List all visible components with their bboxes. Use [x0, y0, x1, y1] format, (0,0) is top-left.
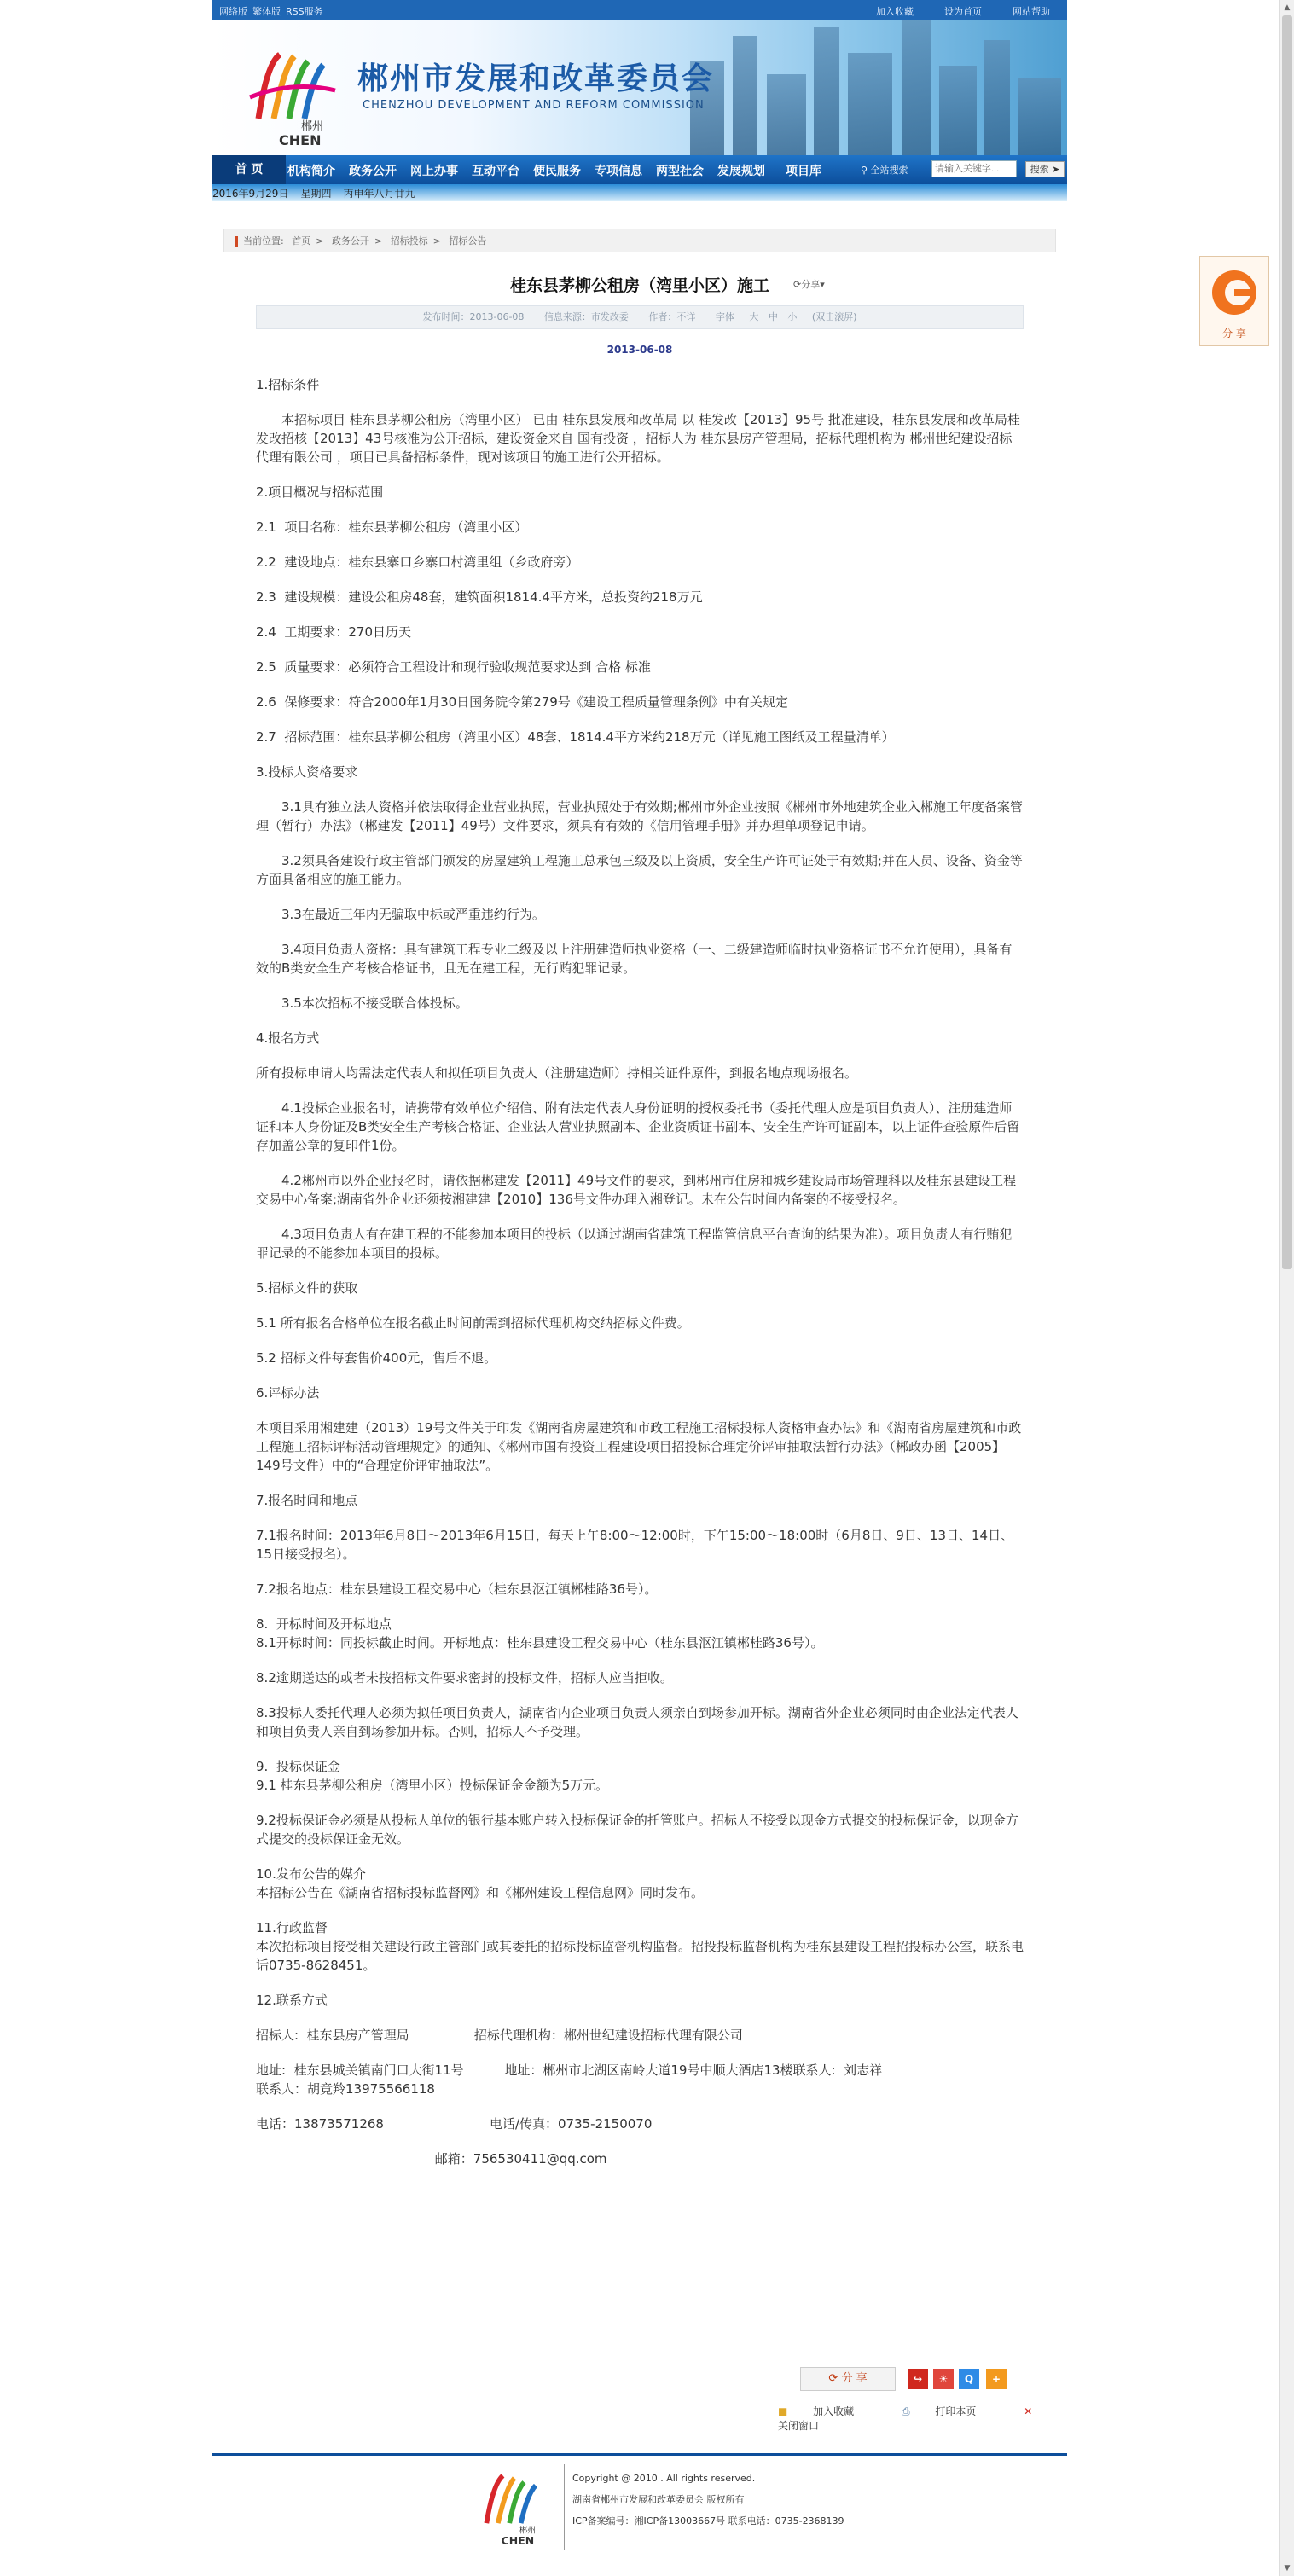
paragraph: 3.1具有独立法人资格并依法取得企业营业执照，营业执照处于有效期;郴州市外企业按照《郴州市外地建筑企业入郴施工年度备案管理（暂行）办法》（郴建发【2011】49号）文件要求，须具有有效的《信用管理手册》并办理单项登记申请。: [256, 799, 1023, 833]
share-icon: ⟳: [828, 2372, 842, 2385]
breadcrumb-marker: [235, 236, 238, 247]
paragraph: 10.发布公告的媒介 本招标公告在《湖南省招标投标监督网》和《郴州建设工程信息网》同时发布。: [256, 1866, 705, 1900]
svg-text:郴州: 郴州: [519, 2526, 536, 2536]
contact-line: 电话：13873571268 电话/传真：0735-2150070: [256, 2116, 653, 2132]
paragraph: 7.2报名地点：桂东县建设工程交易中心（桂东县沤江镇郴桂路36号）。: [256, 1581, 658, 1597]
font-size-label: 字体: [715, 311, 734, 322]
paragraph: 9. 投标保证金 9.1 桂东县茅柳公租房（湾里小区）投标保证金金额为5万元。: [256, 1759, 609, 1793]
paragraph: 5.2 招标文件每套售价400元，售后不退。: [256, 1350, 497, 1366]
paragraph: 3.3在最近三年内无骗取中标或严重违约行为。: [281, 907, 545, 922]
paragraph: 11.行政监督 本次招标项目接受相关建设行政主管部门或其委托的招标投标监督机构监督。招投投标监督机构为桂东县建设工程招投标办公室，联系电话0735-8628451。: [256, 1920, 1024, 1973]
owner-notice: 湖南省郴州市发展和改革委员会 版权所有: [572, 2494, 745, 2505]
breadcrumb: 当前位置: 首页 > 政务公开 > 招标投标 > 招标公告: [223, 229, 1056, 252]
nav-item-planning[interactable]: 发展规划: [717, 165, 765, 178]
font-medium-button[interactable]: 中: [768, 311, 778, 322]
date-bar: [212, 186, 1067, 201]
paragraph: 8. 开标时间及开标地点 8.1开标时间：同投标截止时间。开标地点：桂东县建设工程交易中心（桂东县沤江镇郴桂路36号）。: [256, 1616, 824, 1651]
footer-text: [572, 2468, 844, 2532]
paragraph: 3.4项目负责人资格：具有建筑工程专业二级及以上注册建造师执业资格（一、二级建造师临时执业资格证书不允许使用），具备有效的B类安全生产考核合格证书，且无在建工程，无行贿犯罪记录。: [256, 942, 1013, 976]
add-favorite-link[interactable]: 加入收藏: [876, 6, 914, 17]
paragraph: 2.3 建设规模：建设公租房48套，建筑面积1814.4平方米，总投资约218万元: [256, 589, 703, 605]
breadcrumb-item[interactable]: 政务公开: [331, 235, 369, 247]
paragraph: 4.1投标企业报名时，请携带有效单位介绍信、附有法定代表人身份证明的授权委托书（委托代理人应是项目负责人）、注册建造师证和本人身份证及B类安全生产考核合格证、企业法人营业执照副本、企业资质证书副本、安全生产许可证副本，以上证件查验原件后留存加盖公章的复印件1份。: [256, 1100, 1020, 1153]
nav-item-interaction[interactable]: 互动平台: [472, 165, 519, 178]
nav-item-project-library[interactable]: 项目库: [786, 165, 821, 178]
site-title: 郴州市发展和改革委员会: [357, 61, 715, 96]
svg-text:CHEN: CHEN: [501, 2534, 535, 2546]
paragraph: 2.4 工期要求：270日历天: [256, 624, 412, 640]
scroll-note: (双击滚屏): [811, 311, 857, 322]
paragraph: 所有投标申请人均需法定代表人和拟任项目负责人（注册建造师）持相关证件原件，到报名地点现场报名。: [256, 1065, 858, 1081]
paragraph: 3.2须具备建设行政主管部门颁发的房屋建筑工程施工总承包三级及以上资质，安全生产许可证处于有效期;并在人员、设备、资金等方面具备相应的施工能力。: [256, 853, 1023, 887]
breadcrumb-item[interactable]: 首页: [292, 235, 311, 247]
contact-line: 邮箱：756530411@qq.com: [256, 2151, 607, 2167]
close-window-button[interactable]: ✕ 关闭窗口: [778, 2405, 1033, 2432]
paragraph: 9.2投标保证金必须是从投标人单位的银行基本账户转入投标保证金的托管账户。招标人不接受以现金方式提交的投标保证金，以现金方式提交的投标保证金无效。: [256, 1813, 1018, 1847]
nav-item-convenience[interactable]: 便民服务: [533, 165, 581, 178]
set-homepage-link[interactable]: 设为首页: [944, 6, 982, 17]
paragraph: 4.2郴州市以外企业报名时，请依据郴建发【2011】49号文件的要求，到郴州市住房和城乡建设局市场管理科以及桂东县建设工程交易中心备案;湖南省外企业还须按湘建建【2010】136号文件办理入湘登记。未在公告时间内备案的不接受报名。: [256, 1173, 1017, 1207]
paragraph: 本项目采用湘建建（2013）19号文件关于印发《湖南省房屋建筑和市政工程施工招标投标人资格审查办法》和《湖南省房屋建筑和市政工程施工招标评标活动管理规定》的通知、《郴州市国有投资工程建设项目招投标合理定价评审抽取法暂行办法》（郴政办函【2005】149号文件）中的“合理定价评审抽取法”。: [256, 1420, 1022, 1473]
section-heading: 7.报名时间和地点: [256, 1493, 358, 1508]
breadcrumb-item[interactable]: 招标投标: [390, 235, 428, 247]
share-mini-button[interactable]: ⟳分享▾: [793, 279, 825, 290]
scroll-down-arrow-icon[interactable]: ▼: [1284, 2564, 1291, 2573]
top-utility-bar: [212, 0, 1067, 20]
add-favorite-button[interactable]: ■ 加入收藏: [778, 2405, 855, 2417]
search-input[interactable]: [931, 160, 1017, 177]
footer-divider: [564, 2464, 565, 2550]
nav-item-about[interactable]: 机构简介: [287, 165, 335, 178]
paragraph: 本招标项目 桂东县茅柳公租房（湾里小区） 已由 桂东县发展和改革局 以 桂发改【2013】95号 批准建设，桂东县发展和改革局桂发改招核【2013】43号核准为公开招标，建设资金来自 国有投资 ，招标人为 桂东县房产管理局，招标代理机构为 郴州世纪建设招标代理有限公司 ，项目已具备招标条件，现对该项目的施工进行公开招标。: [256, 412, 1020, 465]
author: 作者：不详: [648, 311, 696, 322]
contact-line: 招标人: 桂东县房产管理局 招标代理机构：郴州世纪建设招标代理有限公司: [256, 2028, 743, 2043]
current-weekday: 星期四: [300, 188, 332, 200]
topbar-link[interactable]: 繁体版: [252, 6, 281, 17]
section-heading: 12.联系方式: [256, 1993, 328, 2008]
search-button[interactable]: 搜索 ➤: [1025, 161, 1065, 177]
section-heading: 1.招标条件: [256, 377, 320, 392]
current-date: 2016年9月29日: [212, 188, 289, 200]
site-banner: [212, 20, 1067, 155]
paragraph: 3.5本次招标不接受联合体投标。: [281, 995, 468, 1011]
info-source: 信息来源：市发改委: [543, 311, 629, 322]
paragraph: 4.3项目负责人有在建工程的不能参加本项目的投标（以通过湖南省建筑工程监管信息平台查询的结果为准）。项目负责人有行贿犯罪记录的不能参加本项目的投标。: [256, 1227, 1013, 1261]
section-heading: 3.投标人资格要求: [256, 764, 358, 780]
paragraph: 5.1 所有报名合格单位在报名截止时间前需到招标代理机构交纳招标文件费。: [256, 1315, 690, 1331]
paragraph: 2.5 质量要求：必须符合工程设计和现行验收规范要求达到 合格 标准: [256, 659, 651, 675]
site-footer: [212, 2453, 1067, 2560]
icp-info: ICP备案编号：湘ICP备13003667号 联系电话：0735-2368139: [572, 2515, 844, 2527]
breadcrumb-label: 当前位置:: [243, 235, 284, 247]
close-icon: ✕: [1024, 2405, 1033, 2417]
footer-logo: [473, 2464, 555, 2546]
nav-home[interactable]: 首 页: [212, 155, 286, 184]
publish-date: 2013-06-08: [606, 344, 673, 356]
weibo-icon[interactable]: ☀: [933, 2369, 954, 2389]
side-share-widget[interactable]: [1199, 256, 1269, 346]
lunar-date: 丙申年八月廿九: [343, 188, 415, 200]
pdf-icon[interactable]: ↪: [908, 2369, 928, 2389]
share-button[interactable]: ⟳ 分 享: [800, 2367, 896, 2391]
paragraph: 8.3投标人委托代理人必须为拟任项目负责人，湖南省内企业项目负责人须亲自到场参加开标。湖南省外企业必须同时由企业法定代表人和项目负责人亲自到场参加开标。否则，招标人不予受理。: [256, 1705, 1018, 1739]
font-small-button[interactable]: 小: [787, 311, 798, 322]
paragraph: 2.1 项目名称：桂东县茅柳公租房（湾里小区）: [256, 519, 528, 535]
search-label: ⚲ 全站搜索: [861, 165, 908, 176]
section-heading: 2.项目概况与招标范围: [256, 484, 384, 500]
side-share-label: 分 享: [1222, 328, 1246, 339]
print-button[interactable]: ⎙ 打印本页: [902, 2405, 977, 2417]
chenzhou-logo: [241, 38, 352, 148]
nav-item-two-type-society[interactable]: 两型社会: [656, 165, 704, 178]
section-heading: 4.报名方式: [256, 1030, 320, 1046]
publish-time: 发布时间：2013-06-08: [422, 311, 525, 322]
printer-icon: ⎙: [902, 2405, 914, 2417]
search-icon: ⚲: [861, 165, 871, 176]
article-body: [256, 375, 1024, 2184]
nav-item-gov-info[interactable]: 政务公开: [349, 165, 397, 178]
topbar-link[interactable]: RSS服务: [286, 6, 323, 17]
font-large-button[interactable]: 大: [749, 311, 759, 322]
site-help-link[interactable]: 网站帮助: [1013, 6, 1050, 17]
contact-line: 地址: 桂东县城关镇南门口大街11号 地址：郴州市北湖区南岭大道19号中顺大酒店13楼联系人: 刘志祥 联系人：胡竞羚13975566118: [256, 2063, 1021, 2097]
share-icon: ⟳: [793, 279, 802, 290]
svg-text:CHEN: CHEN: [279, 132, 322, 148]
paragraph: 7.1报名时间：2013年6月8日～2013年6月15日，每天上午8:00～12:00时，下午15:00～18:00时（6月8日、9日、13日、14日、15日接受报名）。: [256, 1528, 1014, 1562]
breadcrumb-item[interactable]: 招标公告: [449, 235, 487, 247]
site-subtitle: CHENZHOU DEVELOPMENT AND REFORM COMMISSION: [363, 99, 705, 112]
page-tools: [778, 2404, 1034, 2433]
paragraph: 8.2逾期送达的或者未按招标文件要求密封的投标文件，招标人应当拒收。: [256, 1670, 673, 1685]
more-icon[interactable]: +: [986, 2369, 1007, 2389]
vertical-scrollbar[interactable]: [1279, 0, 1294, 2576]
section-heading: 5.招标文件的获取: [256, 1280, 358, 1296]
paragraph: 2.7 招标范围：桂东县茅柳公租房（湾里小区）48套、1814.4平方米约218万元（详见施工图纸及工程量清单）: [256, 729, 895, 745]
svg-text:郴州: 郴州: [301, 120, 324, 133]
paragraph: 2.2 建设地点：桂东县寨口乡寨口村湾里组（乡政府旁）: [256, 554, 579, 570]
nav-item-special-info[interactable]: 专项信息: [595, 165, 642, 178]
qq-icon[interactable]: Q: [959, 2369, 979, 2389]
share-logo-icon: [1200, 262, 1268, 330]
article-meta: [256, 305, 1024, 329]
nav-item-online-service[interactable]: 网上办事: [410, 165, 458, 178]
article-title: 桂东县茅柳公租房（湾里小区）施工: [509, 276, 769, 295]
folder-icon: ■: [778, 2405, 792, 2417]
topbar-link[interactable]: 网络版: [219, 6, 247, 17]
arrow-right-icon: ➤: [1052, 164, 1060, 175]
copyright: Copyright @ 2010 . All rights reserved.: [572, 2473, 756, 2484]
scrollbar-thumb[interactable]: [1282, 15, 1292, 1269]
paragraph: 2.6 保修要求：符合2000年1月30日国务院令第279号《建设工程质量管理条例》中有关规定: [256, 694, 788, 710]
section-heading: 6.评标办法: [256, 1385, 320, 1401]
scroll-up-arrow-icon[interactable]: ▲: [1284, 3, 1291, 12]
main-nav: [212, 155, 1067, 184]
share-toolbar: [800, 2367, 1024, 2393]
